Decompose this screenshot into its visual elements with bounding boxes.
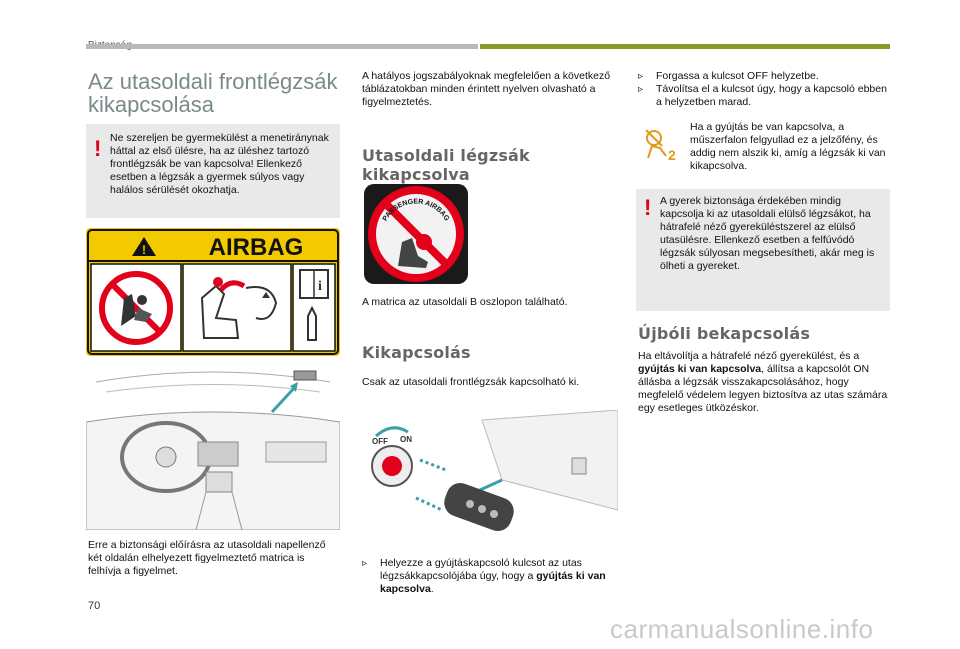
heading-airbag-off: Utasoldali légzsák kikapcsolva [362, 146, 530, 184]
indicator-text: Ha a gyújtás be van kapcsolva, a műszerfalon felgyullad ez a jelzőfény, és addig nem alszik ki, amíg a légzsák ki van kikapcsolva. [690, 121, 886, 172]
bullet-text-bold: gyújtás ki van kapcsolva [380, 570, 606, 595]
sticker-text: PASSENGER AIRBAG [381, 198, 451, 223]
col2-intro: A hatályos jogszabályoknak megfelelően a következő táblázatokban minden érintett nyelven olvasható a figyelmeztetés. [362, 70, 611, 108]
page-number: 70 [88, 600, 101, 612]
reactivation-text-bold: gyújtás ki van kapcsolva [638, 363, 762, 375]
bullet-icon: ▹ [362, 558, 368, 569]
sticker-graphic [362, 182, 470, 286]
warning-text-2: A gyerek biztonsága érdekében mindig kapcsolja ki az utasoldali elülső légzsákot, ha hátrafelé néző gyereküléstszerel az elülső utasülésre. Ellenkező esetben a felfúvódó légzsák súlyosan megsebesítheti, akár meg is ölheti a gyereket. [660, 195, 875, 272]
warning-box-2 [636, 189, 890, 311]
header-bar-grey [86, 44, 478, 49]
col1-caption: Erre a biztonsági előírásra az utasoldali napellenző két oldalán elhelyezett figyelmeztető matrica is felhívja a figyelmet. [88, 539, 326, 577]
col3-bullet-1-text: Forgassa a kulcsot OFF helyzetbe. [656, 70, 819, 82]
airbag-label-graphic [86, 228, 340, 356]
col3-bullet-1 [638, 70, 888, 83]
warning-text-1: Ne szereljen be gyermekülést a menetiránynak háttal az első ülésre, ha az üléshez tartozó frontlégzsák be van kapcsolva! Ellenkező esetben a légzsák a gyermek súlyos vagy halálos sérülését okozhatja. [110, 132, 329, 196]
switch-on-label: ON [400, 435, 412, 444]
kikapcsolas-text: Csak az utasoldali frontlégzsák kapcsolható ki. [362, 376, 580, 388]
warning-box-1 [86, 124, 340, 218]
col2-bullet [362, 557, 618, 596]
heading-reactivation: Újbóli bekapcsolás [638, 324, 811, 343]
key-switch-illustration [362, 410, 618, 546]
bullet-icon: ▹ [638, 84, 644, 95]
col3-bullet-2 [638, 83, 888, 109]
warning-exclamation-icon: ! [644, 195, 652, 220]
svg-text:!: ! [142, 243, 146, 257]
sticker-caption: A matrica az utasoldali B oszlopon található. [362, 296, 568, 308]
svg-text:i: i [318, 279, 322, 294]
heading-deactivation: Kikapcsolás [362, 343, 471, 362]
col3-bullet-2-text: Távolítsa el a kulcsot úgy, hogy a kapcsoló ebben a helyzetben marad. [656, 83, 887, 108]
reactivation-text-pre: Ha eltávolítja a hátrafelé néző gyerekülést, és a [638, 350, 860, 362]
bullet-text-pre: Helyezze a gyújtáskapcsoló kulcsot az utas légzsákkapcsolójába úgy, hogy a [380, 557, 582, 582]
key-switch-drawing [362, 410, 618, 546]
airbag-off-indicator-icon [640, 124, 684, 164]
reactivation-text-post: , állítsa a kapcsolót ON állásba a légzsák visszakapcsolásához, hogy megfelelő védelem legyen biztosítva az utas számára egy esetleges ütközéskor. [638, 363, 888, 414]
passenger-airbag-sticker [362, 182, 470, 286]
airbag-label-text: AIRBAG [208, 234, 304, 261]
reactivation-paragraph [638, 350, 892, 415]
watermark: carmanualsonline.info [610, 614, 874, 644]
car-interior-illustration [86, 362, 340, 530]
header-bar-green [480, 44, 890, 49]
page-title: Az utasoldali frontlégzsák kikapcsolása [88, 69, 338, 117]
bullet-text-post: . [430, 583, 434, 595]
svg-text:2: 2 [668, 147, 676, 163]
bullet-icon: ▹ [638, 71, 644, 82]
dashboard-drawing [86, 362, 340, 530]
switch-off-label: OFF [372, 437, 388, 446]
airbag-warning-label [86, 228, 340, 356]
warning-exclamation-icon: ! [94, 136, 102, 161]
